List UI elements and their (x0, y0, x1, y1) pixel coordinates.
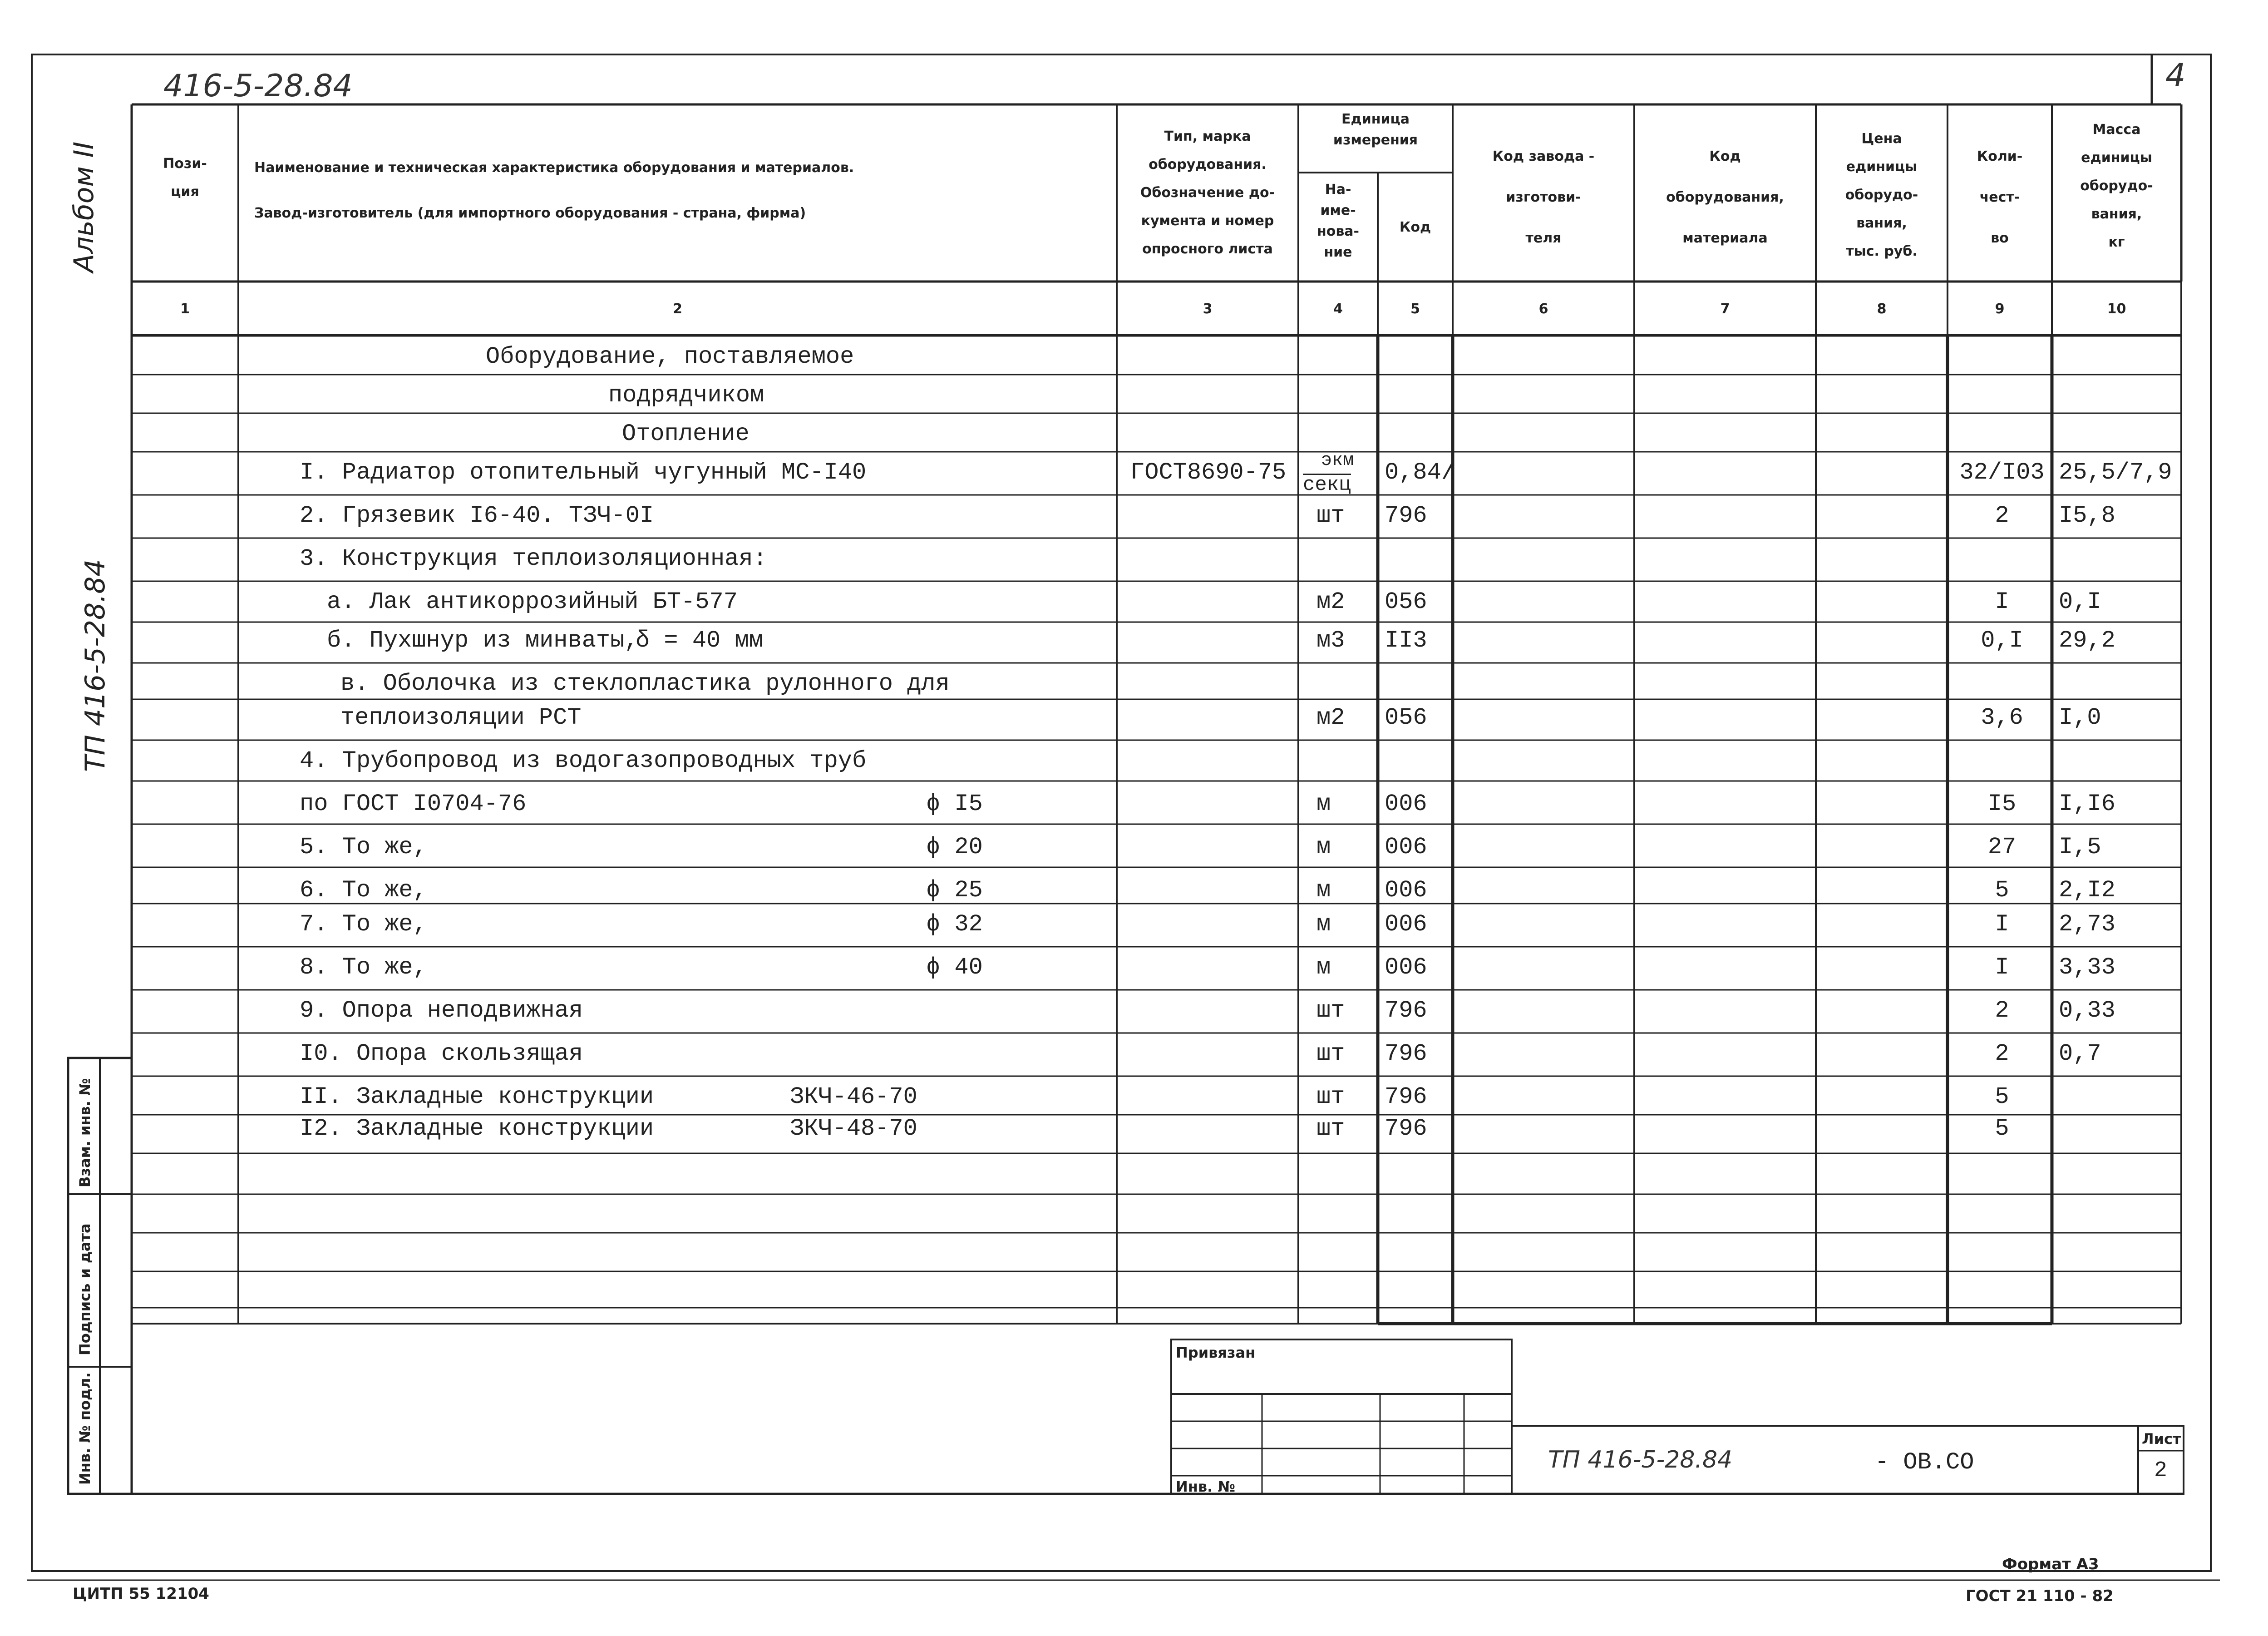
row-quantity: 3,6 (1981, 704, 2023, 731)
column-number: 7 (1720, 301, 1730, 317)
stamp-inv: Инв. № (1176, 1478, 1235, 1495)
row-name: 6. То же, (300, 877, 427, 904)
row-name: 4. Трубопровод из водогазопроводных труб (300, 747, 867, 774)
row-unit-code: 006 (1385, 834, 1427, 860)
row-quantity: 5 (1995, 1083, 2009, 1110)
row-unit-code: 796 (1385, 502, 1427, 529)
header-equipment-code: Код оборудования, материала (1666, 148, 1784, 246)
doc-code: 416-5-28.84 (163, 68, 353, 104)
row-quantity: 5 (1995, 877, 2009, 904)
row-name: в. Оболочка из стеклопластика рулонного для (340, 670, 950, 697)
header-unit-code: Код (1399, 219, 1431, 235)
header-unit-name: На- име- нова- ние (1316, 182, 1360, 260)
row-spec: ϕ 20 (926, 834, 983, 860)
row-name: Отопление (622, 420, 749, 447)
row-name: теплоизоляции РСТ (340, 704, 582, 731)
row-name: б. Пухшнур из минваты, (327, 627, 639, 654)
side-label-inv-podl: Инв. № подл. (76, 1372, 94, 1485)
row-unit: м2 (1316, 588, 1345, 615)
row-unit: м3 (1316, 627, 1345, 654)
row-name: Оборудование, поставляемое (486, 343, 854, 370)
footer-right-code: ГОСТ 21 110 - 82 (1966, 1587, 2114, 1605)
row-unit-code: 006 (1385, 954, 1427, 981)
row-unit: шт (1316, 1083, 1345, 1110)
row-unit-code: II3 (1385, 627, 1427, 654)
side-label-signature: Подпись и дата (76, 1223, 94, 1355)
column-number: 6 (1538, 301, 1548, 317)
footer-left-code: ЦИТП 55 12104 (73, 1585, 209, 1603)
row-quantity: 5 (1995, 1115, 2009, 1142)
row-unit: м (1316, 791, 1331, 817)
row-unit-code: 796 (1385, 1083, 1427, 1110)
row-unit: шт (1316, 502, 1345, 529)
row-name: 7. То же, (300, 911, 427, 938)
row-mass: 2,I2 (2059, 877, 2115, 904)
row-unit: м (1316, 954, 1331, 981)
row-mass: 0,33 (2059, 997, 2115, 1024)
header-name: Наименование и техническая характеристика оборудования и материалов. Завод-изготовитель (для импортного оборудования - страна, фирма) (254, 160, 854, 221)
header-type: Тип, марка оборудования. Обозначение до- кумента и номер опросного листа (1140, 129, 1275, 257)
side-label-replaced: Взам. инв. № (76, 1078, 94, 1187)
row-spec: ϕ 40 (926, 954, 983, 981)
row-unit-code: 796 (1385, 997, 1427, 1024)
row-mass: I,0 (2059, 704, 2101, 731)
footer-format: Формат А3 (2002, 1555, 2099, 1573)
row-spec: ϕ 32 (926, 911, 983, 938)
header-factory-code: Код завода - изготови- теля (1492, 148, 1595, 246)
header-unit-group: Единица измерения (1333, 111, 1418, 148)
row-unit: шт (1316, 1040, 1345, 1067)
row-spec: ϕ I5 (926, 791, 983, 817)
stamp-doc-suffix: - ОВ.СО (1875, 1449, 1974, 1476)
row-mass: 29,2 (2059, 627, 2115, 654)
row-quantity: I (1995, 954, 2009, 981)
row-name: 2. Грязевик I6-40. ТЗЧ-0I (300, 502, 654, 529)
row-spec: δ = 40 мм (636, 627, 763, 654)
row-mass: I5,8 (2059, 502, 2115, 529)
row-quantity: 2 (1995, 1040, 2009, 1067)
row-unit-code: 006 (1385, 911, 1427, 938)
row-quantity: I (1995, 588, 2009, 615)
header-mass: Масса единицы оборудо- вания, кг (2080, 122, 2153, 250)
row-quantity: 0,I (1981, 627, 2023, 654)
row-type: ГОСТ8690-75 (1130, 459, 1287, 486)
row-name: по ГОСТ I0704-76 (300, 791, 527, 817)
row-unit-code: 796 (1385, 1040, 1427, 1067)
row-quantity: 2 (1995, 997, 2009, 1024)
row-unit: м (1316, 834, 1331, 860)
row-quantity: 27 (1987, 834, 2017, 860)
column-number: 1 (180, 301, 190, 317)
row-unit-code: 056 (1385, 704, 1427, 731)
row-quantity: I5 (1987, 791, 2017, 817)
row-unit: шт (1316, 997, 1345, 1024)
column-number: 5 (1410, 301, 1420, 317)
header-quantity: Коли- чест- во (1977, 148, 2023, 246)
row-spec: ϕ 25 (926, 877, 983, 904)
row-name: 9. Опора неподвижная (300, 997, 583, 1024)
row-mass: 0,7 (2059, 1040, 2101, 1067)
row-mass: I,5 (2059, 834, 2101, 860)
row-mass: 25,5/7,9 (2059, 459, 2172, 486)
row-spec: ЗКЧ-46-70 (790, 1083, 917, 1110)
row-name: подрядчиком (608, 382, 764, 409)
row-mass: 2,73 (2059, 911, 2115, 938)
header-price: Цена единицы оборудо- вания, тыс. руб. (1845, 131, 1918, 259)
row-mass: 0,I (2059, 588, 2101, 615)
header-position: Пози- ция (163, 156, 207, 200)
row-spec: ЗКЧ-48-70 (790, 1115, 917, 1142)
row-quantity: I (1995, 911, 2009, 938)
row-quantity: 2 (1995, 502, 2009, 529)
row-unit: м2 (1316, 704, 1345, 731)
row-name: а. Лак антикоррозийный БТ-577 (327, 588, 738, 615)
column-number: 3 (1203, 301, 1213, 317)
row-unit: м (1316, 877, 1331, 904)
row-unit-code: 0,84/ (1385, 459, 1456, 486)
row-name: I2. Закладные конструкции (300, 1115, 654, 1142)
album-label: Альбом II (68, 141, 100, 272)
row-name: 3. Конструкция теплоизоляционная: (300, 545, 767, 572)
row-name: I0. Опора скользящая (300, 1040, 583, 1067)
row-unit-top: экм (1321, 450, 1354, 471)
row-unit-code: 006 (1385, 791, 1427, 817)
column-number: 2 (673, 301, 682, 317)
row-mass: 3,33 (2059, 954, 2115, 981)
row-name: 5. То же, (300, 834, 427, 860)
row-quantity: 32/I03 (1959, 459, 2045, 486)
column-number: 9 (1995, 301, 2005, 317)
stamp-sheet-number: 2 (2154, 1458, 2167, 1483)
row-unit-code: 796 (1385, 1115, 1427, 1142)
row-mass: I,I6 (2059, 791, 2115, 817)
sheet-corner-number: 4 (2165, 57, 2186, 94)
row-unit: м (1316, 911, 1331, 938)
row-unit-code: 056 (1385, 588, 1427, 615)
row-unit-code: 006 (1385, 877, 1427, 904)
column-number: 8 (1877, 301, 1887, 317)
row-name: II. Закладные конструкции (300, 1083, 654, 1110)
column-number: 4 (1333, 301, 1343, 317)
row-name: I. Радиатор отопительный чугунный МС-I40 (300, 459, 867, 486)
column-number: 10 (2107, 301, 2126, 317)
stamp-sheet-label: Лист (2142, 1430, 2181, 1448)
side-doc-code: ТП 416-5-28.84 (79, 559, 111, 772)
stamp-attached: Привязан (1176, 1344, 1256, 1361)
row-name: 8. То же, (300, 954, 427, 981)
row-unit: шт (1316, 1115, 1345, 1142)
row-unit-bottom: секц (1303, 474, 1351, 496)
stamp-doc-id: ТП 416-5-28.84 (1548, 1446, 1733, 1473)
